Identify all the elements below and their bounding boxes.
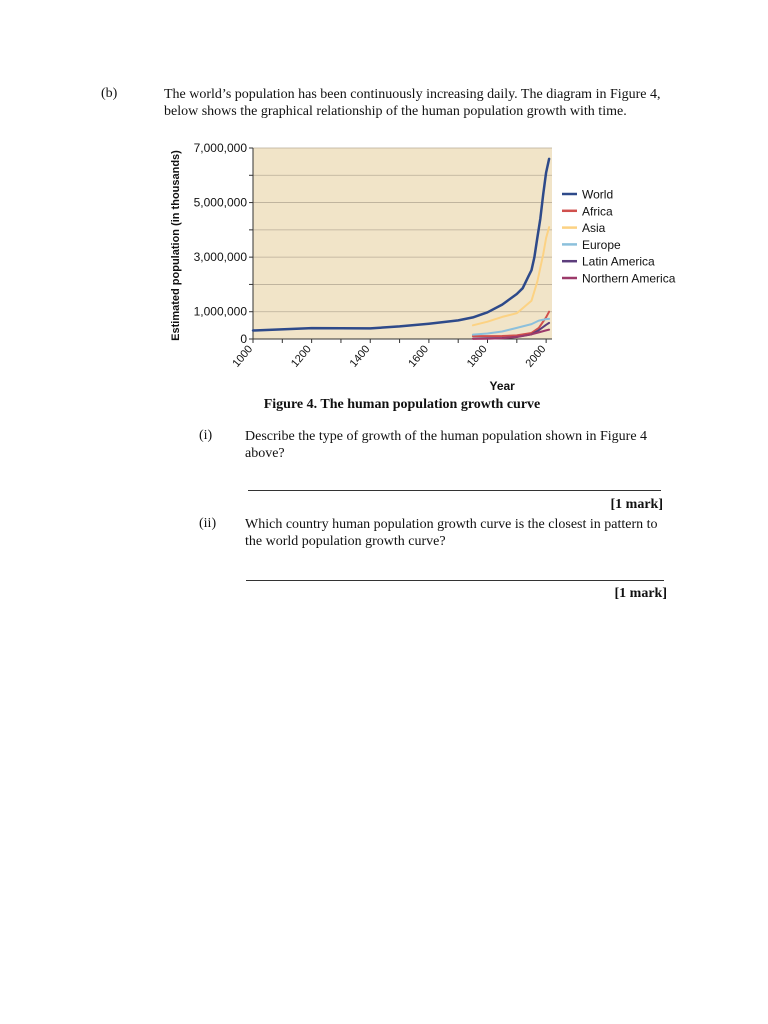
legend-label-europe: Europe bbox=[582, 237, 621, 252]
x-tick-label: 1000 bbox=[230, 343, 256, 370]
plot-background bbox=[253, 148, 552, 339]
intro-line-1: The world’s population has been continuously increasing daily. The diagram in Figure 4, bbox=[164, 87, 661, 102]
part-ii-question bbox=[245, 516, 675, 550]
legend-label-asia: Asia bbox=[582, 221, 606, 236]
legend-label-northern-america: Northern America bbox=[582, 271, 676, 286]
part-ii-line-1: Which country human population growth curve is the closest in pattern to bbox=[245, 517, 658, 532]
legend-label-world: World bbox=[582, 187, 614, 202]
y-tick-label: 7,000,000 bbox=[193, 141, 247, 155]
part-i-mark: [1 mark] bbox=[610, 497, 663, 512]
part-i-line-2: above? bbox=[245, 446, 285, 461]
intro-line-2: below shows the graphical relationship of the human population growth with time. bbox=[164, 104, 627, 119]
part-i-question bbox=[245, 428, 675, 462]
figure-caption: Figure 4. The human population growth curve bbox=[263, 397, 541, 412]
y-tick-label: 0 bbox=[240, 332, 247, 346]
question-intro bbox=[164, 86, 684, 120]
legend-label-latin-america: Latin America bbox=[582, 254, 655, 269]
part-i-answer-line[interactable] bbox=[248, 490, 661, 491]
part-ii-label: (ii) bbox=[199, 516, 217, 531]
population-chart bbox=[165, 135, 695, 400]
y-tick-label: 1,000,000 bbox=[193, 304, 247, 319]
legend-label-africa: Africa bbox=[582, 204, 613, 219]
x-tick-label: 1200 bbox=[288, 343, 314, 370]
part-i-label: (i) bbox=[199, 428, 213, 443]
part-ii-line-2: the world population growth curve? bbox=[245, 534, 446, 549]
x-tick-label: 1400 bbox=[347, 343, 373, 370]
population-chart-svg bbox=[165, 135, 695, 400]
x-tick-label: 1600 bbox=[406, 343, 432, 370]
x-tick-label: 2000 bbox=[523, 343, 549, 370]
x-tick-label: 1800 bbox=[464, 343, 490, 370]
part-i-line-1: Describe the type of growth of the human population shown in Figure 4 bbox=[245, 429, 648, 444]
x-axis-title: Year bbox=[489, 379, 515, 393]
y-tick-label: 3,000,000 bbox=[193, 250, 247, 265]
part-ii-mark: [1 mark] bbox=[614, 586, 667, 601]
y-tick-label: 5,000,000 bbox=[193, 195, 247, 210]
question-label: (b) bbox=[101, 86, 118, 101]
y-axis-title: Estimated population (in thousands) bbox=[170, 150, 182, 341]
part-ii-answer-line[interactable] bbox=[246, 580, 664, 581]
